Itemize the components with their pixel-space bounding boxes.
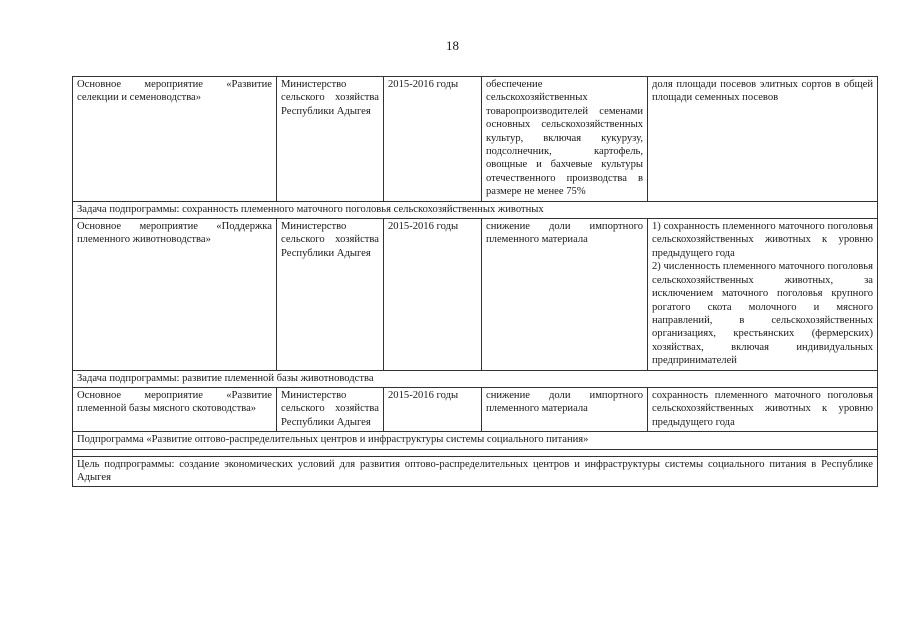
period-cell: 2015-2016 годы <box>384 77 482 202</box>
result-cell: снижение доли импортного племенного материала <box>482 387 648 431</box>
indicator-cell: сохранность племенного маточного поголовья сельскохозяйственных животных к уровню предыдущего года <box>648 387 878 431</box>
table-row <box>73 201 878 218</box>
result-cell: обеспечение сельскохозяйственных товаропроизводителей семенами основных сельскохозяйственных культур, включая кукурузу, подсолнечник, картофель, овощные и бахчевые культуры отечественного производства в размере не менее 75% <box>482 77 648 202</box>
measure-cell: Основное мероприятие «Поддержка племенного животноводства» <box>73 219 277 370</box>
subprogram-row: Подпрограмма «Развитие оптово-распределительных центров и инфраструктуры системы социального питания» <box>73 432 878 449</box>
measure-cell: Основное мероприятие «Развитие племенной базы мясного скотоводства» <box>73 387 277 431</box>
indicator-cell: доля площади посевов элитных сортов в общей площади семенных посевов <box>648 77 878 202</box>
spacer-row <box>73 449 878 456</box>
table-row <box>73 370 878 387</box>
executor-cell: Министерство сельского хозяйства Республики Адыгея <box>277 219 384 370</box>
indicator-cell <box>648 219 878 370</box>
period-cell: 2015-2016 годы <box>384 219 482 370</box>
spacer-cell <box>73 449 878 456</box>
goal-row: Цель подпрограммы: создание экономических условий для развития оптово-распределительных центров и инфраструктуры системы социального питания в Республике Адыгея <box>73 456 878 487</box>
measure-cell: Основное мероприятие «Развитие селекции и семеноводства» <box>73 77 277 202</box>
table-row <box>73 219 878 370</box>
page-number: 18 <box>446 38 459 53</box>
executor-cell: Министерство сельского хозяйства Республики Адыгея <box>277 387 384 431</box>
table-row <box>73 456 878 487</box>
indicator-line: 1) сохранность племенного маточного поголовья сельскохозяйственных животных к уровню предыдущего года <box>652 221 873 259</box>
program-table <box>72 76 878 487</box>
period-cell: 2015-2016 годы <box>384 387 482 431</box>
table-row <box>73 387 878 431</box>
table-row <box>73 432 878 449</box>
table-row <box>73 77 878 202</box>
result-cell: снижение доли импортного племенного материала <box>482 219 648 370</box>
executor-cell: Министерство сельского хозяйства Республики Адыгея <box>277 77 384 202</box>
task-row: Задача подпрограммы: развитие племенной базы животноводства <box>73 370 878 387</box>
task-row: Задача подпрограммы: сохранность племенного маточного поголовья сельскохозяйственных животных <box>73 201 878 218</box>
indicator-line: 2) численность племенного маточного поголовья сельскохозяйственных животных, за исключением маточного поголовья крупного рогатого скота молочного и мясного направлений, в сельскохозяйственных организациях, крестьянских (фермерских) хозяйствах, включая индивидуальных предпринимателей <box>652 261 873 367</box>
